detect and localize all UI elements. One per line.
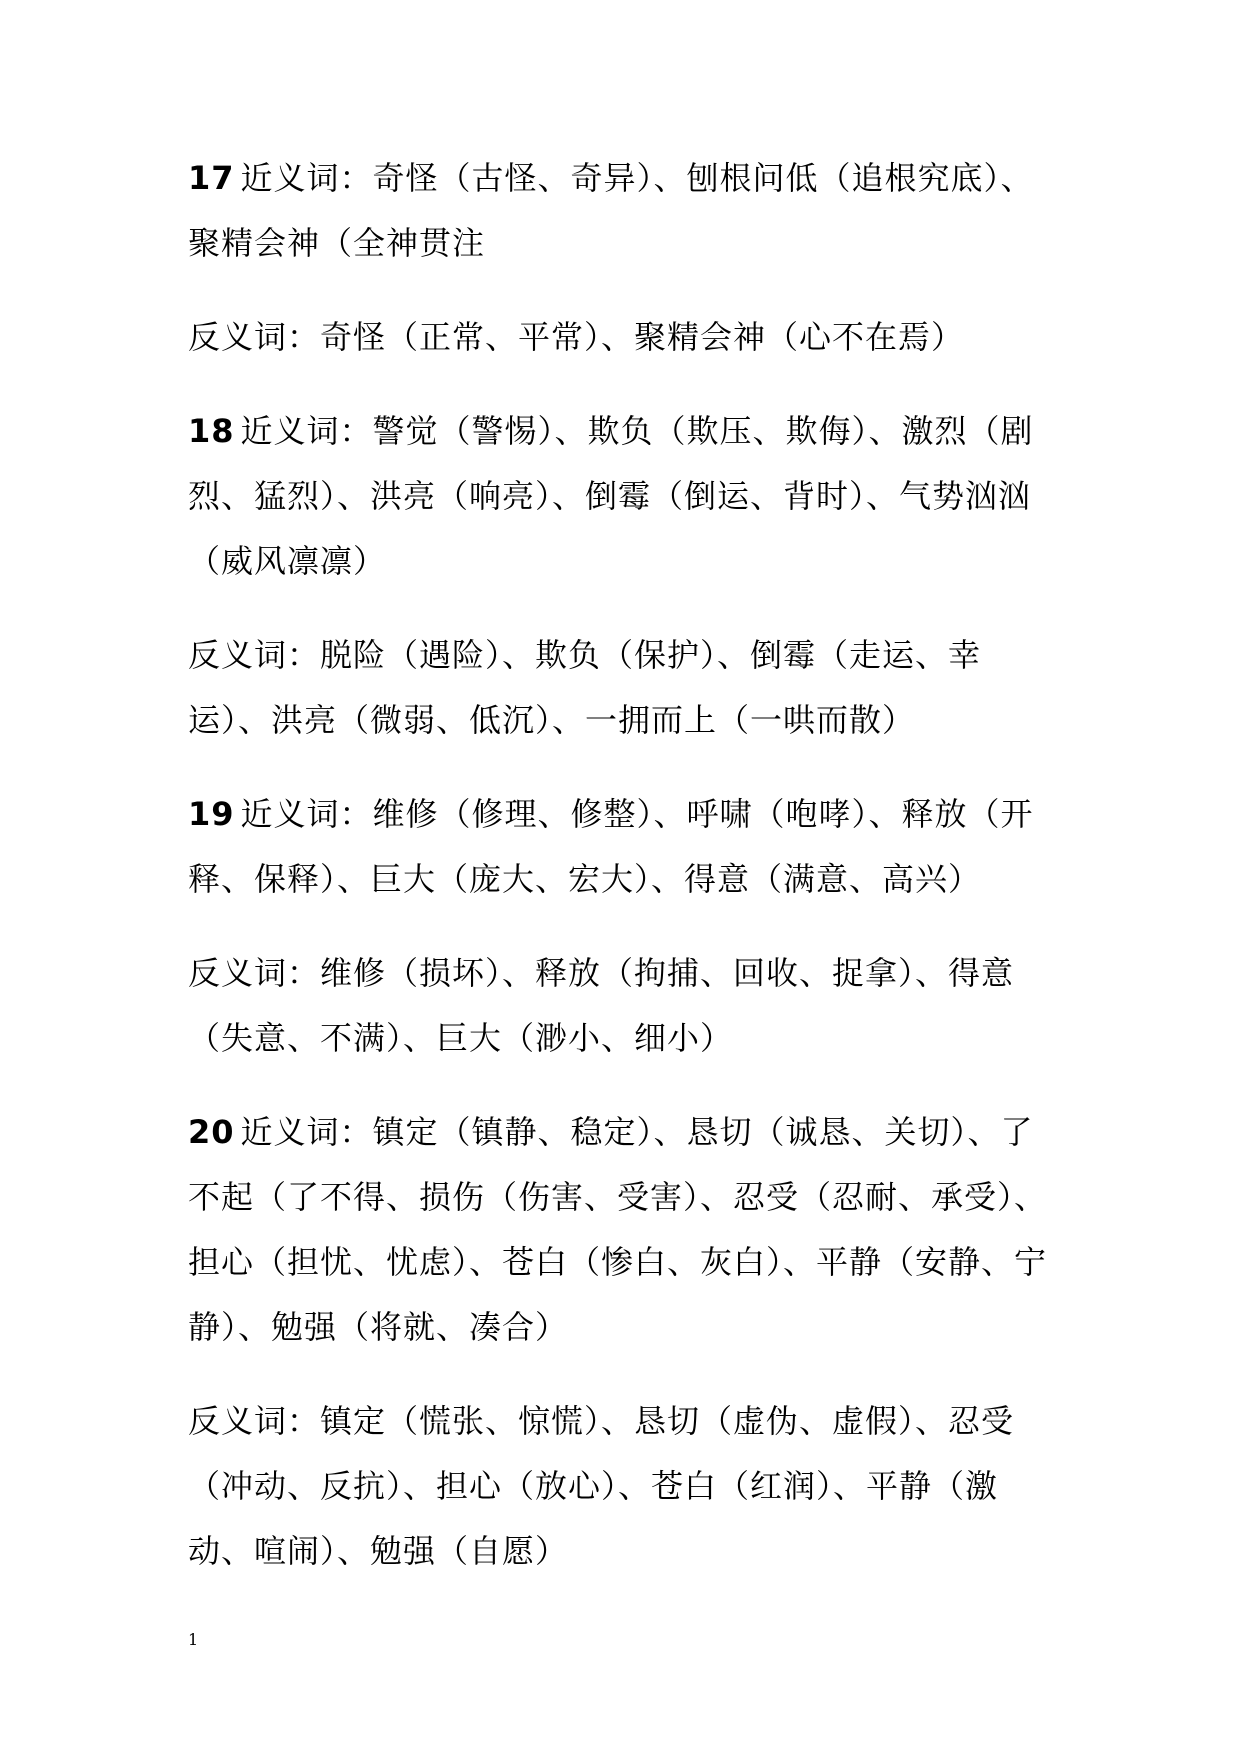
paragraph-text: 近义词：警觉（警惕）、欺负（欺压、欺侮）、激烈（剧烈、猛烈）、洪亮（响亮）、倒霉（倒运、背时）、气势汹汹（威风凛凛）: [188, 412, 1034, 580]
paragraph-20-antonyms: [188, 1389, 1058, 1584]
paragraph-text: 近义词：维修（修理、修整）、呼啸（咆哮）、释放（开释、保释）、巨大（庞大、宏大）、得意（满意、高兴）: [188, 795, 1034, 898]
paragraph-18-antonyms: [188, 623, 1058, 753]
document-body: [188, 146, 1058, 1613]
page-number: 1: [188, 1630, 199, 1649]
paragraph-text: 近义词：镇定（镇静、稳定）、恳切（诚恳、关切）、了不起（了不得、损伤（伤害、受害）、忍受（忍耐、承受）、担心（担忧、忧虑）、苍白（惨白、灰白）、平静（安静、宁静）、勉强（将就、凑合）: [188, 1113, 1048, 1346]
paragraph-19-synonyms: [188, 782, 1058, 912]
paragraph-20-synonyms: [188, 1100, 1058, 1360]
item-number: 17: [188, 159, 235, 197]
item-number: 19: [188, 795, 235, 833]
item-number: 20: [188, 1113, 235, 1151]
paragraph-text: 反义词：维修（损坏）、释放（拘捕、回收、捉拿）、得意（失意、不满）、巨大（渺小、细小）: [188, 954, 1015, 1057]
paragraph-17-antonyms: [188, 305, 1058, 370]
paragraph-17-synonyms: [188, 146, 1058, 276]
item-number: 18: [188, 412, 235, 450]
paragraph-text: 反义词：镇定（慌张、惊慌）、恳切（虚伪、虚假）、忍受（冲动、反抗）、担心（放心）、苍白（红润）、平静（激动、喧闹）、勉强（自愿）: [188, 1402, 1015, 1570]
paragraph-19-antonyms: [188, 941, 1058, 1071]
paragraph-text: 反义词：脱险（遇险）、欺负（保护）、倒霉（走运、幸运）、洪亮（微弱、低沉）、一拥而上（一哄而散）: [188, 636, 982, 739]
paragraph-text: 近义词：奇怪（古怪、奇异）、刨根问低（追根究底）、聚精会神（全神贯注: [188, 159, 1034, 262]
paragraph-text: 反义词：奇怪（正常、平常）、聚精会神（心不在焉）: [188, 318, 965, 356]
paragraph-18-synonyms: [188, 399, 1058, 594]
